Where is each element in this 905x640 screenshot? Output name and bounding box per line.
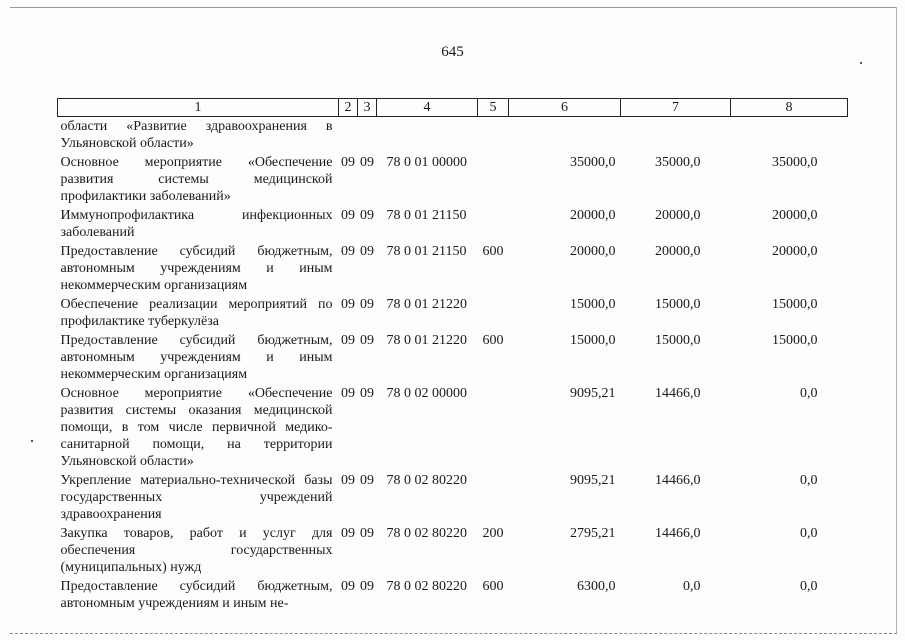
row-section: 09 [341,333,355,348]
row-target-code [377,117,478,154]
row-expense-type [478,384,509,471]
header-row [58,99,848,117]
row-amount-col6: 2795,21 [570,526,616,541]
row-subsection: 09 [360,208,374,223]
row-amount-col8: 15000,0 [772,297,818,312]
row-section: 09 [341,155,355,170]
row-expense-type [478,153,509,206]
table-row [58,524,848,577]
row-expense-type [478,471,509,524]
row-target-code: 78 0 02 80220 [386,526,467,541]
row-subsection: 09 [360,579,374,594]
column-header-3: 3 [358,99,377,117]
row-subsection: 09 [360,244,374,259]
row-section: 09 [341,579,355,594]
row-amount-col7 [621,117,731,154]
row-amount-col6: 9095,21 [570,386,616,401]
row-target-code: 78 0 01 21150 [386,208,467,223]
row-target-code: 78 0 01 00000 [386,155,467,170]
table-row [58,295,848,331]
row-section: 09 [341,526,355,541]
column-header-6: 6 [509,99,621,117]
row-subsection: 09 [360,526,374,541]
row-subsection [358,117,377,154]
row-amount-col7: 15000,0 [655,297,701,312]
row-amount-col7: 14466,0 [655,526,701,541]
row-subsection: 09 [360,473,374,488]
table-body [58,117,848,614]
table-row [58,206,848,242]
table-header [58,99,848,117]
table-row [58,384,848,471]
table-row [58,331,848,384]
row-amount-col6: 15000,0 [570,333,616,348]
row-amount-col7: 20000,0 [655,208,701,223]
row-name: Укрепление материально-технической базы государственных учреждений здравоохранения [60,473,333,522]
row-expense-type: 200 [482,526,504,541]
row-target-code: 78 0 01 21220 [386,297,467,312]
table-row [58,577,848,613]
row-amount-col8: 0,0 [800,473,818,488]
row-amount-col6: 15000,0 [570,297,616,312]
row-expense-type [478,295,509,331]
row-amount-col7: 35000,0 [655,155,701,170]
row-amount-col8: 0,0 [800,386,818,401]
row-target-code: 78 0 02 80220 [386,473,467,488]
row-subsection: 09 [360,386,374,401]
scan-edge-bottom [10,633,897,634]
row-section: 09 [341,244,355,259]
table-row [58,242,848,295]
row-amount-col6: 35000,0 [570,155,616,170]
row-name: Основное мероприятие «Обеспечение развития системы оказания медицинской помощи, в том числе первичной медико-санитарной помощи, на территории Ульяновской области» [60,386,333,469]
column-header-2: 2 [339,99,358,117]
row-expense-type: 600 [482,579,504,594]
row-expense-type: 600 [482,244,504,259]
row-target-code: 78 0 02 80220 [386,579,467,594]
row-subsection: 09 [360,297,374,312]
table-row [58,153,848,206]
column-header-5: 5 [478,99,509,117]
row-amount-col7: 20000,0 [655,244,701,259]
row-expense-type: 600 [482,333,504,348]
row-section: 09 [341,208,355,223]
row-name: области «Развитие здравоохранения в Ульяновской области» [60,119,333,151]
row-amount-col6: 9095,21 [570,473,616,488]
row-amount-col7: 0,0 [683,579,701,594]
row-amount-col8: 35000,0 [772,155,818,170]
scan-edge-right [896,7,897,634]
row-amount-col6 [509,117,621,154]
row-amount-col8: 15000,0 [772,333,818,348]
scan-speck [860,62,862,64]
row-amount-col8: 0,0 [800,526,818,541]
row-name: Предоставление субсидий бюджетным, автономным учреждениям и иным не- [60,579,333,611]
row-name: Предоставление субсидий бюджетным, автономным учреждениям и иным некоммерческим организациям [60,333,333,382]
row-section: 09 [341,386,355,401]
row-section: 09 [341,297,355,312]
scan-speck [31,440,33,442]
row-amount-col7: 15000,0 [655,333,701,348]
row-name: Предоставление субсидий бюджетным, автономным учреждениям и иным некоммерческим организациям [60,244,333,293]
row-target-code: 78 0 01 21220 [386,333,467,348]
row-amount-col6: 20000,0 [570,208,616,223]
column-header-4: 4 [377,99,478,117]
row-name: Обеспечение реализации мероприятий по профилактике туберкулёза [60,297,333,329]
row-target-code: 78 0 01 21150 [386,244,467,259]
column-header-8: 8 [731,99,848,117]
scan-edge-top [10,7,897,8]
row-amount-col8: 0,0 [800,579,818,594]
row-amount-col8: 20000,0 [772,208,818,223]
row-subsection: 09 [360,333,374,348]
budget-table [57,98,848,613]
row-section: 09 [341,473,355,488]
row-target-code: 78 0 02 00000 [386,386,467,401]
row-amount-col8 [731,117,848,154]
column-header-1: 1 [58,99,339,117]
row-amount-col6: 6300,0 [577,579,616,594]
row-name: Иммунопрофилактика инфекционных заболеваний [60,208,333,240]
page-number: 645 [441,44,464,60]
row-expense-type [478,206,509,242]
table-row [58,471,848,524]
row-amount-col7: 14466,0 [655,473,701,488]
column-header-7: 7 [621,99,731,117]
row-name: Закупка товаров, работ и услуг для обеспечения государственных (муниципальных) нужд [60,526,333,575]
row-amount-col7: 14466,0 [655,386,701,401]
table-row [58,117,848,154]
row-amount-col6: 20000,0 [570,244,616,259]
row-subsection: 09 [360,155,374,170]
row-name: Основное мероприятие «Обеспечение развития системы медицинской профилактики заболеваний» [60,155,333,204]
row-expense-type [478,117,509,154]
row-section [339,117,358,154]
row-amount-col8: 20000,0 [772,244,818,259]
